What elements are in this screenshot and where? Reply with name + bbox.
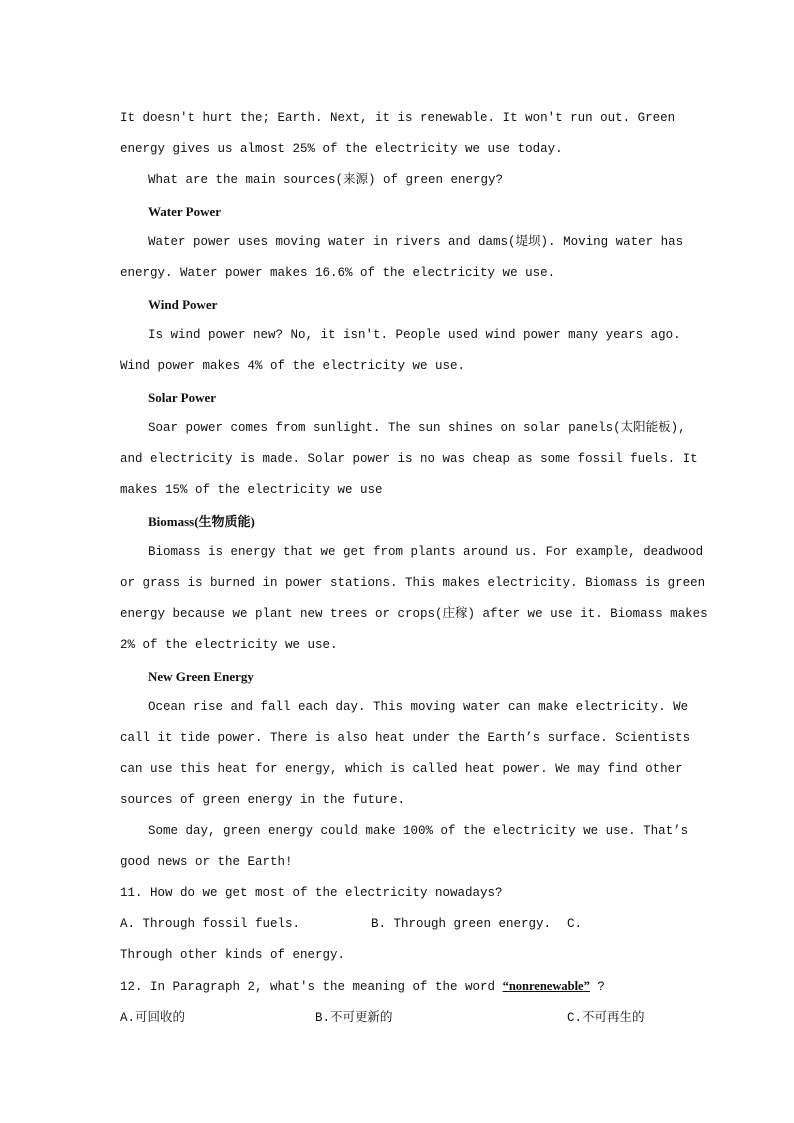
passage-line: It doesn't hurt the; Earth. Next, it is renewable. It won't run out. Green [120, 111, 676, 125]
passage-line: and electricity is made. Solar power is no was cheap as some fossil fuels. It [120, 452, 698, 466]
question-11-options [120, 909, 674, 940]
passage-line: energy. Water power makes 16.6% of the electricity we use. [120, 266, 556, 280]
document-page [120, 103, 708, 1034]
question-12-option-b: B.不可更新的 [315, 1011, 393, 1025]
question-11-stem: 11. How do we get most of the electricity nowadays? [120, 886, 503, 900]
question-11-option-c-text: Through other kinds of energy. [120, 948, 346, 962]
passage-line: Some day, green energy could make 100% of the electricity we use. That’s [148, 824, 689, 838]
section-heading-new-green-energy: New Green Energy [148, 669, 254, 684]
passage-line: or grass is burned in power stations. This makes electricity. Biomass is green [120, 576, 706, 590]
question-12-stem [120, 971, 674, 1003]
question-12-target-word: nonrenewable [508, 979, 584, 993]
section-heading-biomass: Biomass(生物质能) [148, 514, 255, 529]
passage-line: Wind power makes 4% of the electricity we use. [120, 359, 466, 373]
passage-line: Soar power comes from sunlight. The sun shines on solar panels(太阳能板), [148, 421, 686, 435]
question-12-stem-text: 12. In Paragraph 2, what's the meaning of the word [120, 980, 503, 994]
question-12-option-a: A.可回收的 [120, 1011, 186, 1025]
passage-line: Ocean rise and fall each day. This moving water can make electricity. We [148, 700, 689, 714]
question-12-close-quote: ” [583, 979, 590, 993]
passage-line: makes 15% of the electricity we use [120, 483, 383, 497]
question-11-option-c: C. [567, 917, 583, 931]
passage-line: Biomass is energy that we get from plants around us. For example, deadwood [148, 545, 704, 559]
passage-line: good news or the Earth! [120, 855, 293, 869]
question-12-stem-end: ? [589, 980, 605, 994]
passage-line: energy because we plant new trees or crops(庄稼) after we use it. Biomass makes [120, 607, 708, 621]
question-12-options [120, 1003, 674, 1034]
passage-line: energy gives us almost 25% of the electricity we use today. [120, 142, 563, 156]
passage-line: 2% of the electricity we use. [120, 638, 338, 652]
question-12-option-c: C.不可再生的 [567, 1011, 645, 1025]
section-heading-solar-power: Solar Power [148, 390, 216, 405]
section-heading-water-power: Water Power [148, 204, 222, 219]
passage-line: Water power uses moving water in rivers and dams(堤坝). Moving water has [148, 235, 684, 249]
section-heading-wind-power: Wind Power [148, 297, 218, 312]
question-12-open-quote: “ [502, 979, 509, 993]
passage-line: call it tide power. There is also heat under the Earth’s surface. Scientists [120, 731, 691, 745]
passage-line: sources of green energy in the future. [120, 793, 406, 807]
passage-line: What are the main sources(来源) of green energy? [148, 173, 504, 187]
passage-line: can use this heat for energy, which is called heat power. We may find other [120, 762, 683, 776]
question-11-option-b: B. Through green energy. [371, 917, 552, 931]
passage-line: Is wind power new? No, it isn't. People used wind power many years ago. [148, 328, 681, 342]
question-11-option-a: A. Through fossil fuels. [120, 917, 301, 931]
